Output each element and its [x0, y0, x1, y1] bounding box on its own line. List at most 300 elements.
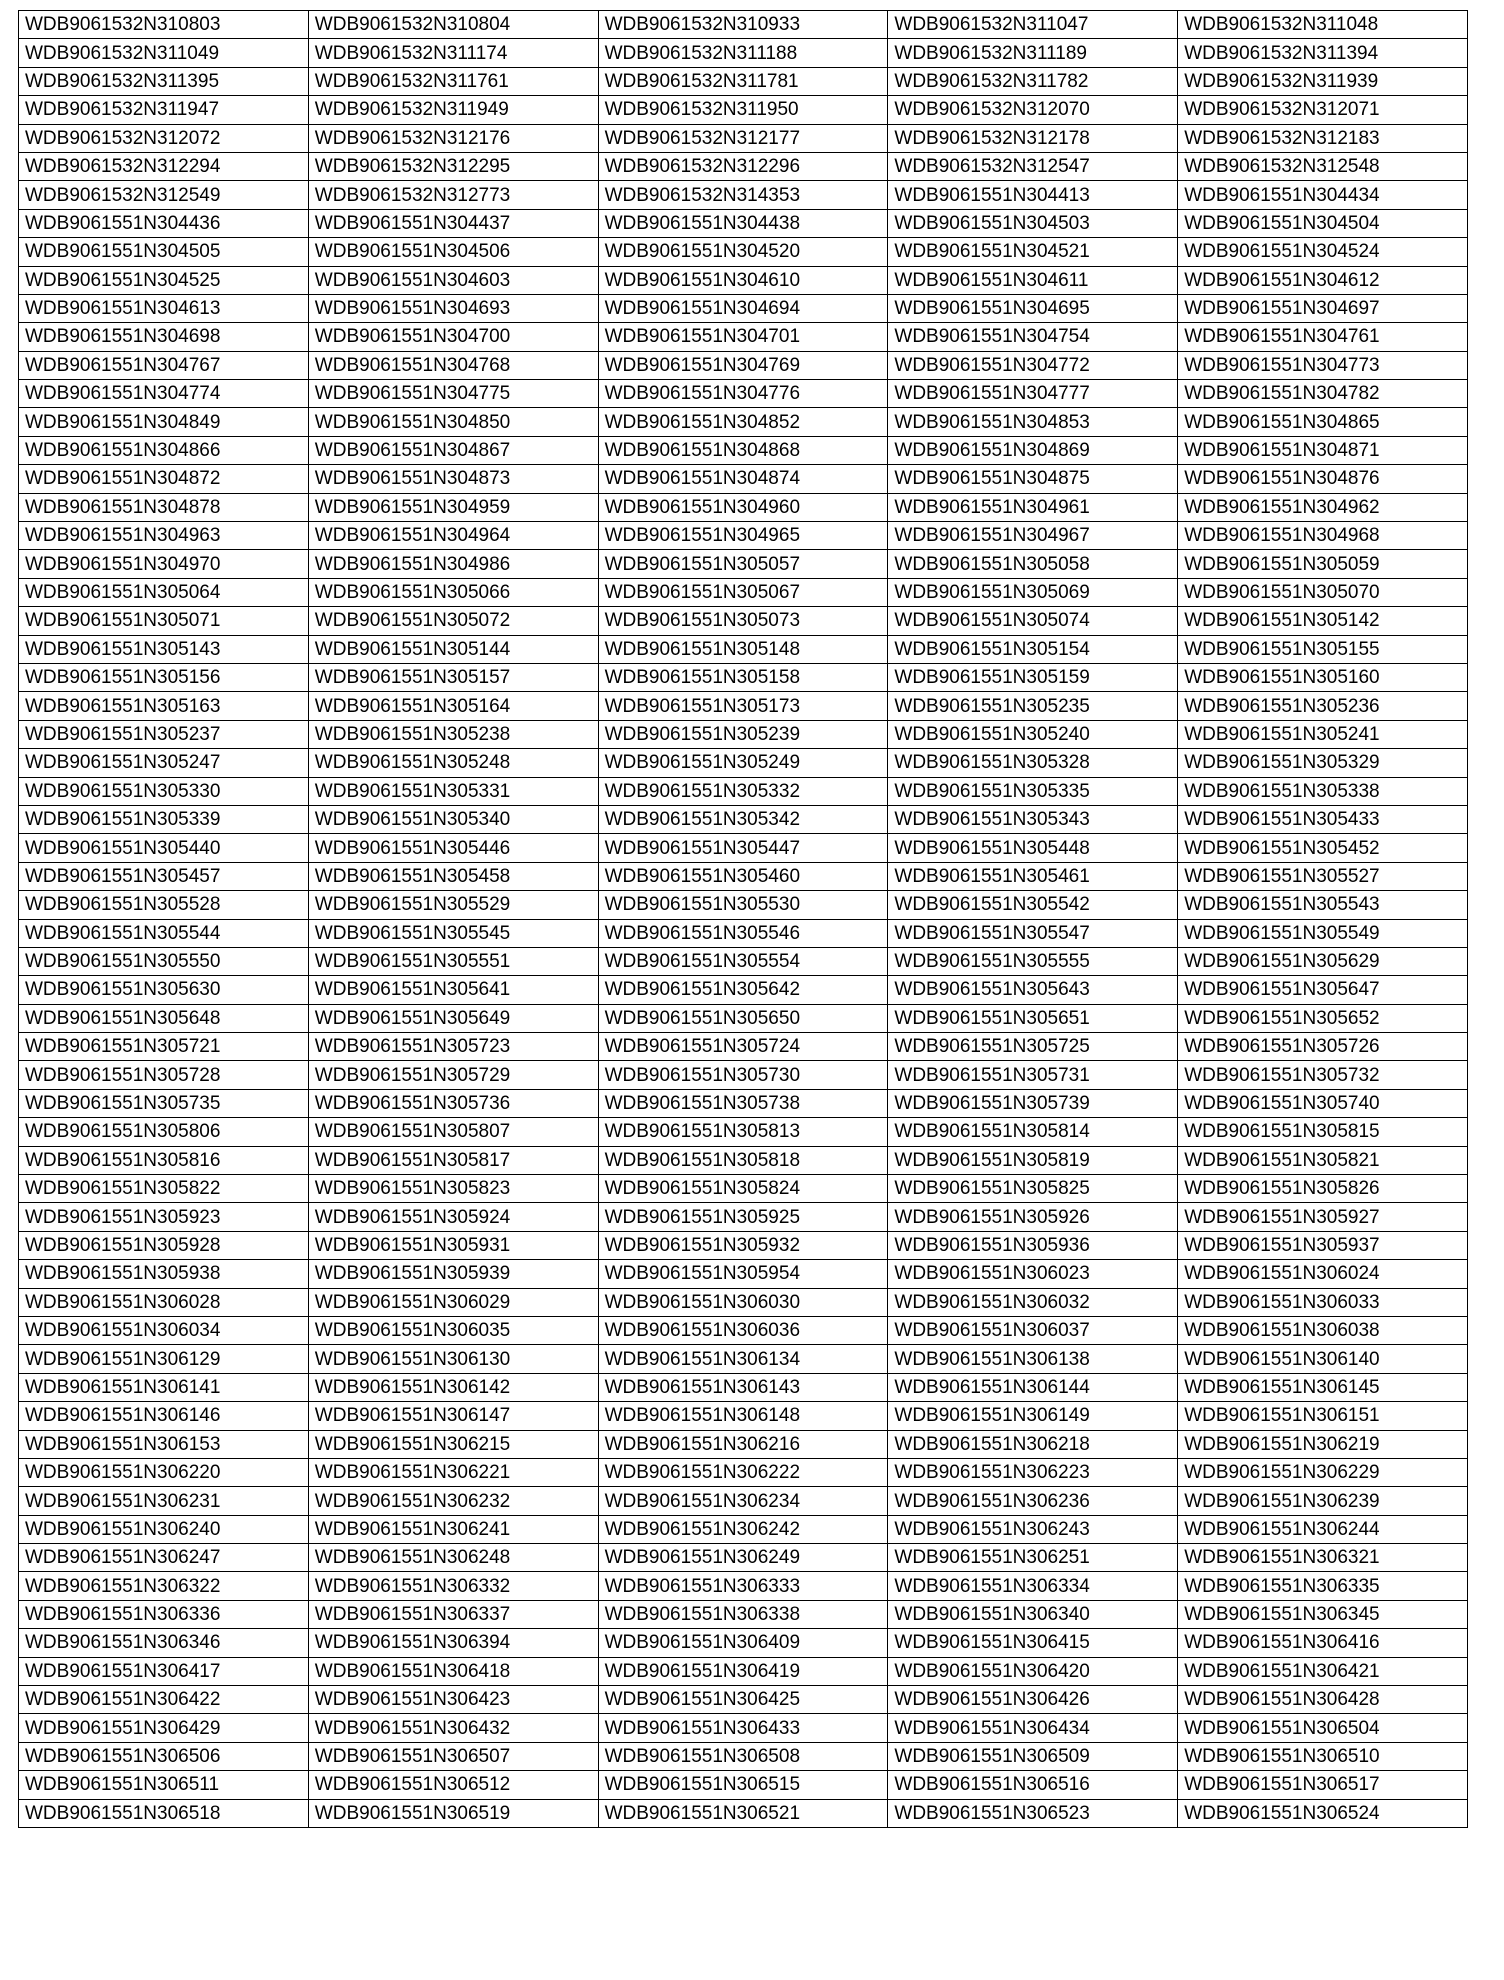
table-row	[19, 777, 1468, 805]
vin-cell: WDB9061551N306321	[1178, 1544, 1468, 1572]
vin-cell: WDB9061551N306221	[308, 1458, 598, 1486]
vin-cell: WDB9061551N304959	[308, 493, 598, 521]
vin-cell: WDB9061551N305339	[19, 805, 309, 833]
vin-cell: WDB9061551N305954	[598, 1260, 888, 1288]
vin-cell: WDB9061551N306215	[308, 1430, 598, 1458]
vin-cell: WDB9061551N306249	[598, 1544, 888, 1572]
vin-cell: WDB9061551N306038	[1178, 1316, 1468, 1344]
vin-cell: WDB9061551N305070	[1178, 578, 1468, 606]
vin-cell: WDB9061551N306338	[598, 1600, 888, 1628]
vin-cell: WDB9061551N306153	[19, 1430, 309, 1458]
vin-cell: WDB9061551N306134	[598, 1345, 888, 1373]
vin-cell: WDB9061551N305641	[308, 976, 598, 1004]
vin-cell: WDB9061551N306129	[19, 1345, 309, 1373]
vin-cell: WDB9061551N305457	[19, 862, 309, 890]
vin-cell: WDB9061551N305248	[308, 749, 598, 777]
vin-cell: WDB9061551N306507	[308, 1742, 598, 1770]
vin-cell: WDB9061551N305555	[888, 947, 1178, 975]
vin-cell: WDB9061551N305816	[19, 1146, 309, 1174]
vin-cell: WDB9061551N304434	[1178, 181, 1468, 209]
table-row	[19, 1487, 1468, 1515]
table-row	[19, 635, 1468, 663]
vin-cell: WDB9061551N305735	[19, 1089, 309, 1117]
vin-cell: WDB9061551N305247	[19, 749, 309, 777]
vin-cell: WDB9061551N306521	[598, 1799, 888, 1827]
vin-cell: WDB9061551N306340	[888, 1600, 1178, 1628]
vin-cell: WDB9061551N304772	[888, 351, 1178, 379]
vin-cell: WDB9061551N305143	[19, 635, 309, 663]
vin-cell: WDB9061551N305824	[598, 1175, 888, 1203]
vin-cell: WDB9061551N306434	[888, 1714, 1178, 1742]
vin-cell: WDB9061551N305721	[19, 1033, 309, 1061]
vin-cell: WDB9061551N305936	[888, 1231, 1178, 1259]
vin-cell: WDB9061551N304878	[19, 493, 309, 521]
vin-cell: WDB9061551N306517	[1178, 1771, 1468, 1799]
vin-cell: WDB9061551N306149	[888, 1402, 1178, 1430]
vin-cell: WDB9061551N306151	[1178, 1402, 1468, 1430]
vin-cell: WDB9061551N305731	[888, 1061, 1178, 1089]
vin-cell: WDB9061551N305529	[308, 891, 598, 919]
vin-cell: WDB9061551N305819	[888, 1146, 1178, 1174]
table-row	[19, 1714, 1468, 1742]
table-row	[19, 1288, 1468, 1316]
vin-cell: WDB9061551N304968	[1178, 522, 1468, 550]
vin-cell: WDB9061551N304698	[19, 323, 309, 351]
vin-cell: WDB9061551N304701	[598, 323, 888, 351]
vin-cell: WDB9061551N305340	[308, 805, 598, 833]
vin-cell: WDB9061551N304767	[19, 351, 309, 379]
vin-cell: WDB9061532N311048	[1178, 11, 1468, 39]
vin-cell: WDB9061551N306142	[308, 1373, 598, 1401]
vin-cell: WDB9061551N305238	[308, 720, 598, 748]
vin-cell: WDB9061551N305546	[598, 919, 888, 947]
vin-cell: WDB9061551N306421	[1178, 1657, 1468, 1685]
vin-cell: WDB9061551N305164	[308, 692, 598, 720]
vin-cell: WDB9061551N305649	[308, 1004, 598, 1032]
table-row	[19, 1004, 1468, 1032]
vin-cell: WDB9061551N304777	[888, 380, 1178, 408]
vin-cell: WDB9061551N306146	[19, 1402, 309, 1430]
vin-cell: WDB9061551N305461	[888, 862, 1178, 890]
table-row	[19, 1175, 1468, 1203]
vin-cell: WDB9061551N304873	[308, 465, 598, 493]
vin-cell: WDB9061551N305329	[1178, 749, 1468, 777]
vin-cell: WDB9061532N312549	[19, 181, 309, 209]
vin-cell: WDB9061532N311395	[19, 67, 309, 95]
table-row	[19, 919, 1468, 947]
vin-cell: WDB9061551N305550	[19, 947, 309, 975]
vin-cell: WDB9061551N305630	[19, 976, 309, 1004]
vin-cell: WDB9061551N306336	[19, 1600, 309, 1628]
vin-cell: WDB9061551N305807	[308, 1118, 598, 1146]
vin-cell: WDB9061551N306332	[308, 1572, 598, 1600]
vin-cell: WDB9061551N305806	[19, 1118, 309, 1146]
vin-cell: WDB9061551N305647	[1178, 976, 1468, 1004]
vin-cell: WDB9061551N306511	[19, 1771, 309, 1799]
vin-cell: WDB9061551N306032	[888, 1288, 1178, 1316]
vin-cell: WDB9061551N306141	[19, 1373, 309, 1401]
vin-cell: WDB9061551N306419	[598, 1657, 888, 1685]
vin-cell: WDB9061532N311047	[888, 11, 1178, 39]
vin-cell: WDB9061551N305925	[598, 1203, 888, 1231]
vin-cell: WDB9061551N305815	[1178, 1118, 1468, 1146]
vin-cell: WDB9061551N306240	[19, 1515, 309, 1543]
table-row	[19, 578, 1468, 606]
vin-cell: WDB9061551N305542	[888, 891, 1178, 919]
vin-cell: WDB9061551N305738	[598, 1089, 888, 1117]
vin-cell: WDB9061551N306130	[308, 1345, 598, 1373]
vin-cell: WDB9061551N306143	[598, 1373, 888, 1401]
vin-cell: WDB9061551N306428	[1178, 1686, 1468, 1714]
vin-cell: WDB9061551N306417	[19, 1657, 309, 1685]
vin-cell: WDB9061551N306415	[888, 1629, 1178, 1657]
vin-cell: WDB9061532N312296	[598, 152, 888, 180]
table-row	[19, 1260, 1468, 1288]
vin-cell: WDB9061551N304436	[19, 209, 309, 237]
vin-cell: WDB9061551N304505	[19, 238, 309, 266]
table-row	[19, 1089, 1468, 1117]
vin-cell: WDB9061551N306512	[308, 1771, 598, 1799]
vin-cell: WDB9061551N304961	[888, 493, 1178, 521]
vin-cell: WDB9061551N306248	[308, 1544, 598, 1572]
vin-cell: WDB9061551N306429	[19, 1714, 309, 1742]
vin-cell: WDB9061551N306219	[1178, 1430, 1468, 1458]
vin-cell: WDB9061551N305927	[1178, 1203, 1468, 1231]
table-row	[19, 1231, 1468, 1259]
vin-cell: WDB9061532N311950	[598, 96, 888, 124]
vin-cell: WDB9061551N305938	[19, 1260, 309, 1288]
vin-cell: WDB9061551N305446	[308, 834, 598, 862]
vin-cell: WDB9061532N312178	[888, 124, 1178, 152]
vin-cell: WDB9061532N312071	[1178, 96, 1468, 124]
vin-cell: WDB9061551N304769	[598, 351, 888, 379]
table-row	[19, 493, 1468, 521]
table-row	[19, 323, 1468, 351]
vin-cell: WDB9061551N306504	[1178, 1714, 1468, 1742]
vin-cell: WDB9061551N305924	[308, 1203, 598, 1231]
vin-cell: WDB9061551N304768	[308, 351, 598, 379]
vin-cell: WDB9061551N304866	[19, 436, 309, 464]
vin-cell: WDB9061532N312072	[19, 124, 309, 152]
table-row	[19, 1458, 1468, 1486]
vin-cell: WDB9061532N312295	[308, 152, 598, 180]
vin-cell: WDB9061551N306024	[1178, 1260, 1468, 1288]
table-row	[19, 1203, 1468, 1231]
vin-cell: WDB9061551N305652	[1178, 1004, 1468, 1032]
vin-cell: WDB9061551N306423	[308, 1686, 598, 1714]
vin-cell: WDB9061551N304776	[598, 380, 888, 408]
vin-cell: WDB9061551N306333	[598, 1572, 888, 1600]
vin-cell: WDB9061551N306515	[598, 1771, 888, 1799]
vin-cell: WDB9061551N305528	[19, 891, 309, 919]
vin-cell: WDB9061532N312177	[598, 124, 888, 152]
table-row	[19, 1515, 1468, 1543]
table-row	[19, 96, 1468, 124]
vin-cell: WDB9061551N305823	[308, 1175, 598, 1203]
vin-cell: WDB9061551N306426	[888, 1686, 1178, 1714]
vin-cell: WDB9061551N306508	[598, 1742, 888, 1770]
vin-cell: WDB9061532N312183	[1178, 124, 1468, 152]
vin-cell: WDB9061551N306147	[308, 1402, 598, 1430]
vin-cell: WDB9061551N306148	[598, 1402, 888, 1430]
vin-cell: WDB9061551N306222	[598, 1458, 888, 1486]
vin-cell: WDB9061551N305642	[598, 976, 888, 1004]
vin-cell: WDB9061532N311949	[308, 96, 598, 124]
vin-cell: WDB9061532N311761	[308, 67, 598, 95]
table-row	[19, 1345, 1468, 1373]
vin-cell: WDB9061551N305331	[308, 777, 598, 805]
vin-cell: WDB9061551N306037	[888, 1316, 1178, 1344]
table-row	[19, 209, 1468, 237]
vin-cell: WDB9061551N305937	[1178, 1231, 1468, 1259]
table-row	[19, 692, 1468, 720]
table-row	[19, 436, 1468, 464]
vin-cell: WDB9061551N304850	[308, 408, 598, 436]
vin-cell: WDB9061551N306416	[1178, 1629, 1468, 1657]
table-row	[19, 749, 1468, 777]
vin-cell: WDB9061551N305249	[598, 749, 888, 777]
table-row	[19, 238, 1468, 266]
vin-cell: WDB9061551N305549	[1178, 919, 1468, 947]
table-row	[19, 1146, 1468, 1174]
vin-cell: WDB9061551N304962	[1178, 493, 1468, 521]
vin-cell: WDB9061551N305460	[598, 862, 888, 890]
table-row	[19, 1430, 1468, 1458]
vin-cell: WDB9061551N305530	[598, 891, 888, 919]
vin-cell: WDB9061551N306244	[1178, 1515, 1468, 1543]
vin-cell: WDB9061551N305074	[888, 607, 1178, 635]
vin-cell: WDB9061551N305433	[1178, 805, 1468, 833]
vin-cell: WDB9061551N306418	[308, 1657, 598, 1685]
vin-cell: WDB9061532N312294	[19, 152, 309, 180]
vin-cell: WDB9061551N305551	[308, 947, 598, 975]
vin-cell: WDB9061551N305732	[1178, 1061, 1468, 1089]
vin-cell: WDB9061532N312548	[1178, 152, 1468, 180]
vin-cell: WDB9061551N305740	[1178, 1089, 1468, 1117]
vin-cell: WDB9061551N306519	[308, 1799, 598, 1827]
table-row	[19, 1742, 1468, 1770]
table-row	[19, 522, 1468, 550]
vin-cell: WDB9061532N311781	[598, 67, 888, 95]
vin-cell: WDB9061551N304437	[308, 209, 598, 237]
vin-cell: WDB9061551N305923	[19, 1203, 309, 1231]
vin-cell: WDB9061551N305939	[308, 1260, 598, 1288]
vin-cell: WDB9061551N306420	[888, 1657, 1178, 1685]
vin-cell: WDB9061551N305726	[1178, 1033, 1468, 1061]
vin-cell: WDB9061551N304963	[19, 522, 309, 550]
table-row	[19, 1572, 1468, 1600]
table-row	[19, 1373, 1468, 1401]
table-row	[19, 891, 1468, 919]
vin-cell: WDB9061551N304852	[598, 408, 888, 436]
vin-cell: WDB9061551N306322	[19, 1572, 309, 1600]
vin-cell: WDB9061532N310804	[308, 11, 598, 39]
vin-table-body	[19, 11, 1468, 1828]
vin-cell: WDB9061551N306523	[888, 1799, 1178, 1827]
vin-cell: WDB9061551N304521	[888, 238, 1178, 266]
vin-cell: WDB9061551N306425	[598, 1686, 888, 1714]
vin-cell: WDB9061551N306234	[598, 1487, 888, 1515]
vin-cell: WDB9061551N306251	[888, 1544, 1178, 1572]
vin-cell: WDB9061532N311189	[888, 39, 1178, 67]
vin-cell: WDB9061551N305058	[888, 550, 1178, 578]
vin-cell: WDB9061551N305544	[19, 919, 309, 947]
vin-cell: WDB9061551N306247	[19, 1544, 309, 1572]
vin-cell: WDB9061551N304612	[1178, 266, 1468, 294]
table-row	[19, 380, 1468, 408]
vin-cell: WDB9061551N304603	[308, 266, 598, 294]
table-row	[19, 67, 1468, 95]
vin-cell: WDB9061551N305554	[598, 947, 888, 975]
vin-cell: WDB9061551N306409	[598, 1629, 888, 1657]
vin-cell: WDB9061551N304876	[1178, 465, 1468, 493]
vin-cell: WDB9061551N305728	[19, 1061, 309, 1089]
table-row	[19, 862, 1468, 890]
vin-cell: WDB9061551N305629	[1178, 947, 1468, 975]
vin-cell: WDB9061551N304413	[888, 181, 1178, 209]
vin-cell: WDB9061551N305723	[308, 1033, 598, 1061]
vin-cell: WDB9061551N304865	[1178, 408, 1468, 436]
vin-cell: WDB9061551N305650	[598, 1004, 888, 1032]
table-row	[19, 834, 1468, 862]
vin-cell: WDB9061551N306433	[598, 1714, 888, 1742]
vin-cell: WDB9061551N305236	[1178, 692, 1468, 720]
vin-cell: WDB9061551N305648	[19, 1004, 309, 1032]
vin-cell: WDB9061551N305071	[19, 607, 309, 635]
vin-cell: WDB9061532N311049	[19, 39, 309, 67]
table-row	[19, 11, 1468, 39]
vin-cell: WDB9061551N304611	[888, 266, 1178, 294]
vin-cell: WDB9061551N304774	[19, 380, 309, 408]
vin-cell: WDB9061532N311174	[308, 39, 598, 67]
table-row	[19, 294, 1468, 322]
vin-cell: WDB9061551N305825	[888, 1175, 1178, 1203]
vin-cell: WDB9061551N305057	[598, 550, 888, 578]
vin-cell: WDB9061551N306231	[19, 1487, 309, 1515]
table-row	[19, 976, 1468, 1004]
table-row	[19, 1629, 1468, 1657]
vin-cell: WDB9061551N305154	[888, 635, 1178, 663]
vin-cell: WDB9061551N306524	[1178, 1799, 1468, 1827]
vin-cell: WDB9061551N304970	[19, 550, 309, 578]
vin-cell: WDB9061551N305452	[1178, 834, 1468, 862]
vin-cell: WDB9061551N304754	[888, 323, 1178, 351]
vin-cell: WDB9061532N312773	[308, 181, 598, 209]
table-row	[19, 720, 1468, 748]
vin-cell: WDB9061551N305067	[598, 578, 888, 606]
table-row	[19, 1061, 1468, 1089]
vin-cell: WDB9061551N305237	[19, 720, 309, 748]
vin-cell: WDB9061551N305545	[308, 919, 598, 947]
vin-cell: WDB9061551N306335	[1178, 1572, 1468, 1600]
vin-cell: WDB9061551N306509	[888, 1742, 1178, 1770]
vin-cell: WDB9061551N306422	[19, 1686, 309, 1714]
vin-cell: WDB9061551N305235	[888, 692, 1178, 720]
vin-cell: WDB9061532N311782	[888, 67, 1178, 95]
table-row	[19, 1544, 1468, 1572]
vin-cell: WDB9061532N314353	[598, 181, 888, 209]
vin-cell: WDB9061551N306516	[888, 1771, 1178, 1799]
vin-cell: WDB9061532N312070	[888, 96, 1178, 124]
vin-cell: WDB9061551N305826	[1178, 1175, 1468, 1203]
table-row	[19, 607, 1468, 635]
vin-cell: WDB9061551N305330	[19, 777, 309, 805]
vin-cell: WDB9061551N305160	[1178, 663, 1468, 691]
vin-cell: WDB9061551N304965	[598, 522, 888, 550]
table-row	[19, 152, 1468, 180]
vin-cell: WDB9061551N304782	[1178, 380, 1468, 408]
vin-cell: WDB9061551N304524	[1178, 238, 1468, 266]
vin-cell: WDB9061551N305338	[1178, 777, 1468, 805]
vin-cell: WDB9061551N306138	[888, 1345, 1178, 1373]
vin-cell: WDB9061551N304967	[888, 522, 1178, 550]
table-row	[19, 1686, 1468, 1714]
table-row	[19, 1657, 1468, 1685]
vin-cell: WDB9061551N306036	[598, 1316, 888, 1344]
vin-cell: WDB9061551N306232	[308, 1487, 598, 1515]
vin-cell: WDB9061551N304503	[888, 209, 1178, 237]
vin-cell: WDB9061551N305064	[19, 578, 309, 606]
vin-cell: WDB9061551N305158	[598, 663, 888, 691]
vin-cell: WDB9061551N306394	[308, 1629, 598, 1657]
table-row	[19, 351, 1468, 379]
vin-cell: WDB9061551N304960	[598, 493, 888, 521]
table-row	[19, 39, 1468, 67]
vin-cell: WDB9061551N306033	[1178, 1288, 1468, 1316]
vin-cell: WDB9061551N305822	[19, 1175, 309, 1203]
vin-cell: WDB9061551N304869	[888, 436, 1178, 464]
vin-cell: WDB9061551N306229	[1178, 1458, 1468, 1486]
vin-cell: WDB9061551N305069	[888, 578, 1178, 606]
vin-cell: WDB9061551N304520	[598, 238, 888, 266]
table-row	[19, 1771, 1468, 1799]
vin-cell: WDB9061551N304964	[308, 522, 598, 550]
vin-cell: WDB9061551N305332	[598, 777, 888, 805]
vin-cell: WDB9061551N304867	[308, 436, 598, 464]
vin-cell: WDB9061551N305155	[1178, 635, 1468, 663]
vin-cell: WDB9061551N304697	[1178, 294, 1468, 322]
vin-cell: WDB9061551N304695	[888, 294, 1178, 322]
table-row	[19, 805, 1468, 833]
vin-cell: WDB9061551N305239	[598, 720, 888, 748]
vin-cell: WDB9061532N311947	[19, 96, 309, 124]
table-row	[19, 1402, 1468, 1430]
vin-cell: WDB9061551N304872	[19, 465, 309, 493]
vin-cell: WDB9061551N305328	[888, 749, 1178, 777]
vin-cell: WDB9061551N305729	[308, 1061, 598, 1089]
vin-cell: WDB9061551N305335	[888, 777, 1178, 805]
vin-cell: WDB9061551N305928	[19, 1231, 309, 1259]
vin-cell: WDB9061551N305342	[598, 805, 888, 833]
vin-cell: WDB9061551N304773	[1178, 351, 1468, 379]
vin-cell: WDB9061551N305931	[308, 1231, 598, 1259]
vin-cell: WDB9061551N305440	[19, 834, 309, 862]
vin-cell: WDB9061551N305821	[1178, 1146, 1468, 1174]
table-row	[19, 124, 1468, 152]
vin-cell: WDB9061532N312176	[308, 124, 598, 152]
table-row	[19, 550, 1468, 578]
vin-cell: WDB9061551N304871	[1178, 436, 1468, 464]
vin-cell: WDB9061551N305547	[888, 919, 1178, 947]
vin-cell: WDB9061551N304986	[308, 550, 598, 578]
vin-cell: WDB9061532N311394	[1178, 39, 1468, 67]
vin-table	[18, 10, 1468, 1828]
vin-cell: WDB9061551N306223	[888, 1458, 1178, 1486]
vin-cell: WDB9061551N305072	[308, 607, 598, 635]
vin-cell: WDB9061551N304775	[308, 380, 598, 408]
table-row	[19, 1799, 1468, 1827]
vin-cell: WDB9061551N305156	[19, 663, 309, 691]
